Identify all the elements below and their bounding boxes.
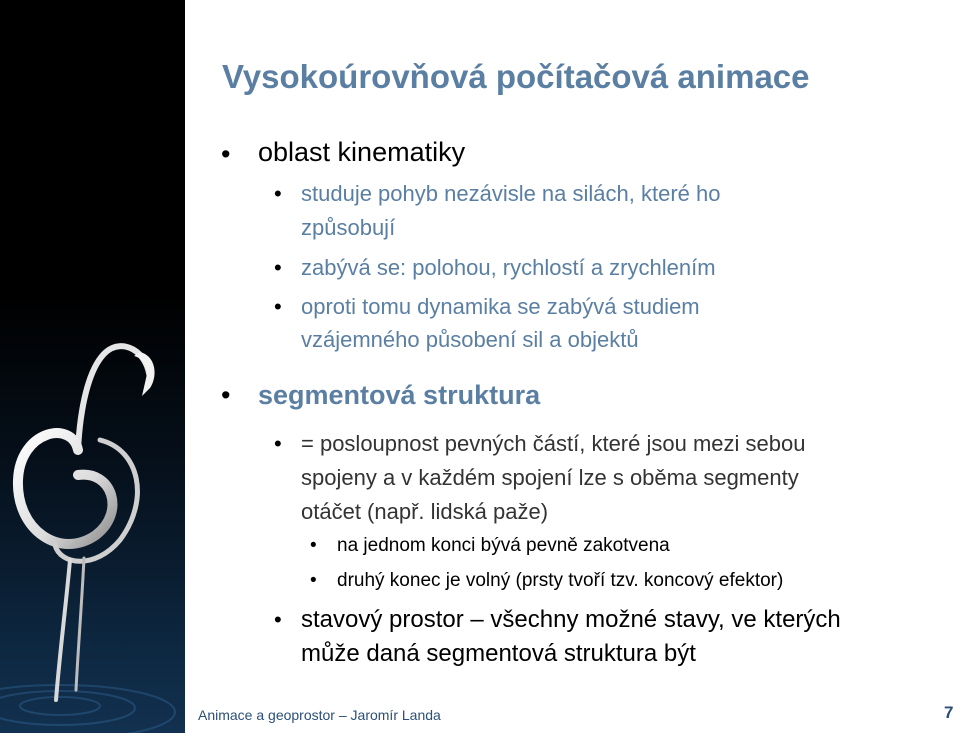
list-item-line: studuje pohyb nezávisle na silách, které ho (301, 181, 721, 206)
section-heading-kinematics: oblast kinematiky (258, 137, 466, 167)
slide-content (185, 0, 959, 733)
list-item-line: vzájemného působení sil a objektů (301, 327, 639, 352)
bullet-icon: • (274, 294, 282, 319)
bullet-icon: • (274, 255, 282, 280)
page-number: 7 (944, 703, 954, 722)
bullet-icon: • (221, 139, 231, 169)
decorative-sidebar (0, 0, 185, 733)
list-item-line: zabývá se: polohou, rychlostí a zrychlením (301, 255, 716, 280)
bullet-icon: • (310, 570, 317, 591)
definition-line: spojeny a v každém spojení lze s oběma segmenty (301, 465, 799, 490)
list-item-line: oproti tomu dynamika se zabývá studiem (301, 294, 700, 319)
bullet-icon: • (274, 607, 282, 632)
bullet-icon: • (310, 535, 317, 556)
sub-list-item: na jednom konci bývá pevně zakotvena (337, 535, 670, 556)
slide-title: Vysokoúrovňová počítačová animace (222, 58, 810, 95)
bullet-icon: • (221, 380, 231, 410)
footer-text: Animace a geoprostor – Jaromír Landa (198, 707, 441, 723)
state-space-line: může daná segmentová struktura být (301, 640, 696, 667)
section-heading-segment-structure: segmentová struktura (258, 380, 541, 410)
bullet-icon: • (274, 181, 282, 206)
flamingo-logo-icon (0, 0, 185, 733)
definition-line: = posloupnost pevných částí, které jsou mezi sebou (301, 431, 806, 456)
state-space-line: stavový prostor – všechny možné stavy, ve kterých (301, 606, 841, 633)
sub-list-item: druhý konec je volný (prsty tvoří tzv. koncový efektor) (337, 570, 784, 591)
bullet-icon: • (274, 431, 282, 456)
list-item-line: způsobují (301, 215, 396, 240)
definition-line: otáčet (např. lidská paže) (301, 499, 549, 524)
